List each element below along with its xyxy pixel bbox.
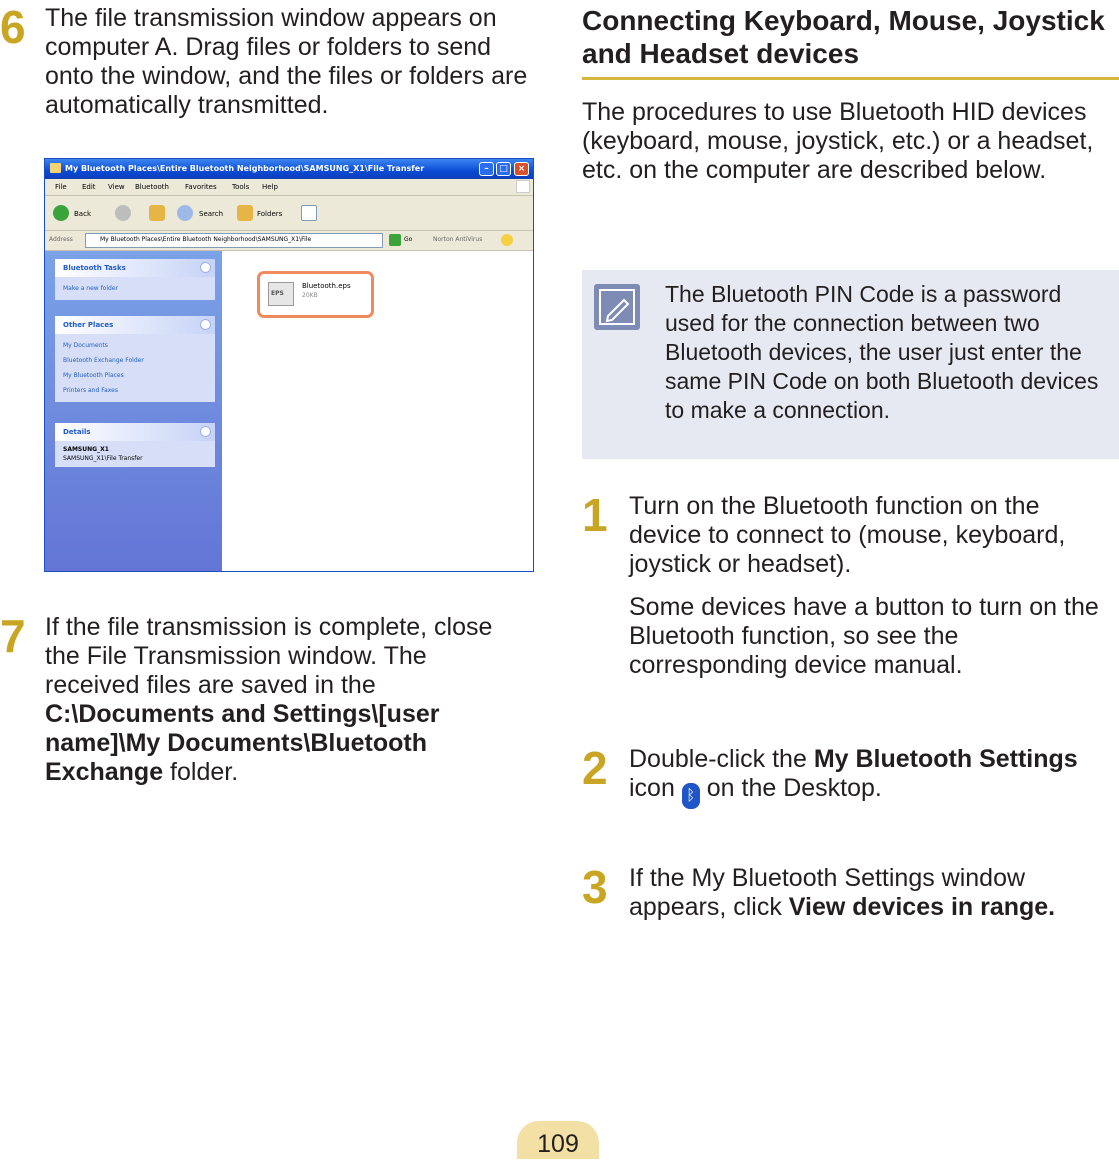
menu-favorites[interactable]: Favorites	[185, 183, 217, 191]
panel-title: Details	[63, 428, 91, 436]
details-path: SAMSUNG_X1\File Transfer	[63, 455, 143, 462]
go-label[interactable]: Go	[404, 236, 413, 243]
panel-header[interactable]	[55, 316, 215, 334]
antivirus-icon[interactable]	[501, 234, 513, 246]
toolbar	[45, 196, 533, 231]
panel-title: Bluetooth Tasks	[63, 264, 126, 272]
details-name: SAMSUNG_X1	[63, 446, 109, 453]
window-titlebar	[45, 159, 533, 179]
note-text: The Bluetooth PIN Code is a password used for the connection between two Bluetooth devices, the user just enter the same PIN Code on both Bluetooth devices to make a connection.	[665, 281, 1099, 423]
step-number: 6	[0, 1, 26, 53]
place-link[interactable]: Bluetooth Exchange Folder	[63, 357, 144, 364]
other-places-panel	[55, 316, 215, 402]
bluetooth-tasks-panel	[55, 259, 215, 300]
menu-edit[interactable]: Edit	[82, 183, 96, 191]
search-icon[interactable]	[177, 205, 193, 221]
folder-icon	[50, 163, 61, 173]
step-1	[582, 489, 1119, 680]
my-bluetooth-settings-label: My Bluetooth Settings	[813, 745, 1078, 773]
panel-title: Other Places	[63, 321, 114, 329]
menu-view[interactable]: View	[108, 183, 125, 191]
note-box	[582, 270, 1119, 459]
step-text: If the file transmission is complete, close the File Transmission window. The received files are saved in the C:\Documents and Settings\[user name]\My Documents\Bluetooth Exchange folder.	[45, 613, 493, 786]
go-arrow-icon[interactable]	[389, 234, 401, 246]
place-link[interactable]: My Bluetooth Places	[63, 372, 124, 379]
task-link[interactable]: Make a new folder	[63, 285, 119, 292]
step-7	[0, 610, 540, 787]
collapse-icon[interactable]	[200, 262, 211, 273]
folders-label[interactable]: Folders	[257, 210, 283, 218]
step-2	[582, 742, 1119, 809]
file-name: Bluetooth.eps	[302, 282, 351, 290]
menu-bluetooth[interactable]: Bluetooth	[135, 183, 169, 191]
step-number: 1	[582, 489, 608, 541]
step-number: 7	[0, 610, 26, 662]
task-pane	[45, 251, 222, 571]
intro-paragraph: The procedures to use Bluetooth HID devices (keyboard, mouse, joystick, etc.) or a headset, etc. on the computer are described below.	[582, 98, 1094, 184]
eps-file-icon: EPS	[268, 282, 294, 306]
address-label: Address	[49, 236, 73, 243]
collapse-icon[interactable]	[200, 426, 211, 437]
step-text: If the My Bluetooth Settings window appears, click View devices in range.	[629, 864, 1056, 921]
search-label[interactable]: Search	[199, 210, 224, 218]
address-value: My Bluetooth Places\Entire Bluetooth Neighborhood\SAMSUNG_X1\File	[100, 236, 312, 243]
windows-logo-icon	[516, 180, 530, 193]
panel-header[interactable]	[55, 423, 215, 441]
folders-icon[interactable]	[237, 205, 253, 221]
address-field[interactable]	[85, 233, 383, 248]
menu-file[interactable]: File	[55, 183, 67, 191]
view-devices-label: View devices in range.	[788, 893, 1056, 921]
save-path: C:\Documents and Settings\[user name]\My Documents\Bluetooth Exchange	[45, 700, 440, 786]
back-arrow-icon[interactable]	[53, 205, 69, 221]
close-button[interactable]: ×	[514, 162, 529, 176]
back-label[interactable]: Back	[74, 210, 91, 218]
file-item-highlight[interactable]	[257, 271, 374, 318]
step-text: The file transmission window appears on computer A. Drag files or folders to send onto the window, and the files or folders are automatically transmitted.	[45, 4, 528, 119]
section-heading: Connecting Keyboard, Mouse, Joystick and Headset devices	[582, 4, 1119, 80]
antivirus-label[interactable]: Norton AntiVirus	[433, 236, 483, 243]
address-bar	[45, 231, 533, 251]
maximize-button[interactable]: □	[496, 162, 511, 176]
up-folder-icon[interactable]	[149, 205, 165, 221]
minimize-button[interactable]: –	[479, 162, 494, 176]
collapse-icon[interactable]	[200, 319, 211, 330]
file-size: 20KB	[302, 292, 318, 299]
menu-help[interactable]: Help	[262, 183, 278, 191]
step-6	[0, 1, 540, 120]
step-number: 2	[582, 742, 608, 794]
panel-header[interactable]	[55, 259, 215, 277]
place-link[interactable]: Printers and Faxes	[63, 387, 118, 394]
forward-arrow-icon[interactable]	[115, 205, 131, 221]
details-panel	[55, 423, 215, 467]
views-icon[interactable]	[301, 205, 317, 221]
menu-bar	[45, 179, 533, 196]
file-list-pane	[222, 251, 533, 571]
window-title: My Bluetooth Places\Entire Bluetooth Neighborhood\SAMSUNG_X1\File Transfer	[65, 164, 425, 173]
file-transfer-window-screenshot	[44, 158, 534, 572]
step-3	[582, 861, 1119, 922]
step-subtext: Some devices have a button to turn on the Bluetooth function, so see the corresponding device manual.	[629, 593, 1099, 679]
place-link[interactable]: My Documents	[63, 342, 108, 349]
step-text: Double-click the My Bluetooth Settings icon ᛒ on the Desktop.	[629, 745, 1079, 809]
bluetooth-icon: ᛒ	[682, 783, 700, 809]
menu-tools[interactable]: Tools	[232, 183, 250, 191]
step-text: Turn on the Bluetooth function on the device to connect to (mouse, keyboard, joystick or headset).	[629, 492, 1066, 578]
page-number: 109	[517, 1121, 599, 1159]
note-pencil-icon	[594, 284, 640, 330]
step-number: 3	[582, 861, 608, 913]
